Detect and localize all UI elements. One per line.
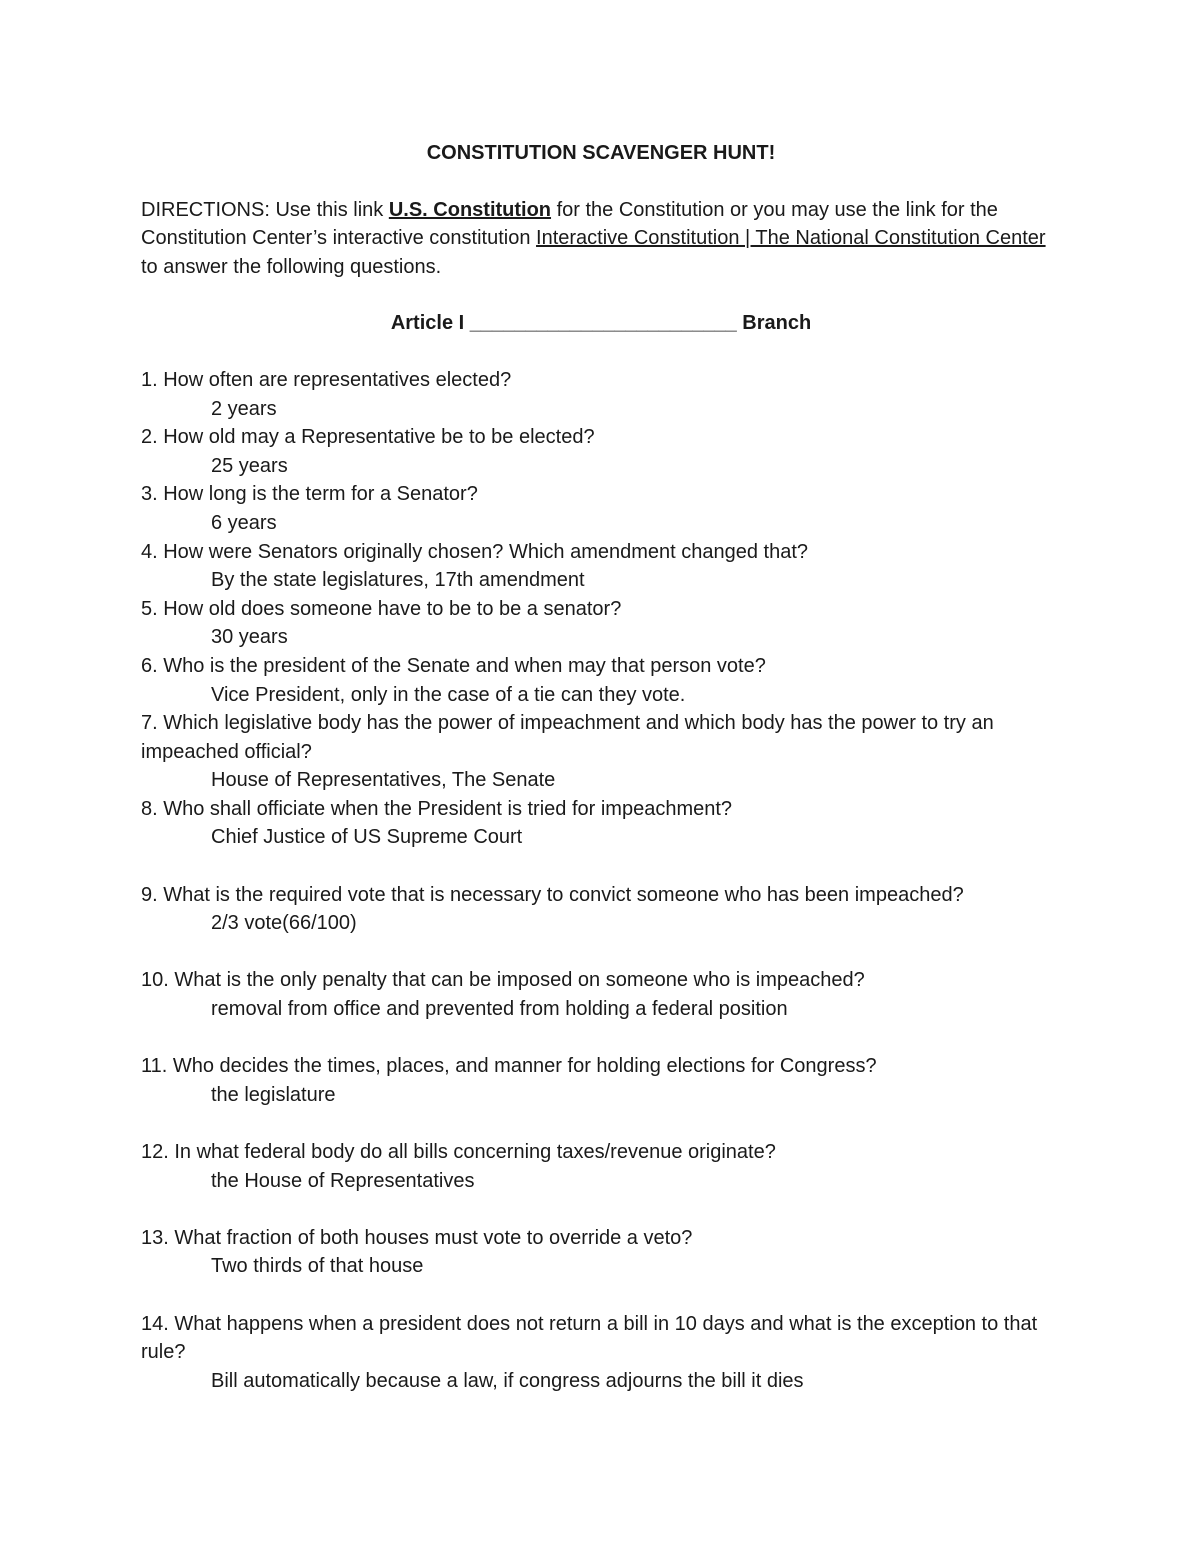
interactive-constitution-link[interactable]: Interactive Constitution | The National Constitution Center bbox=[536, 227, 1046, 250]
answer-text: Two thirds of that house bbox=[211, 1255, 424, 1278]
qa-item-9 bbox=[141, 881, 1061, 938]
question-text: 4. How were Senators originally chosen? Which amendment changed that? bbox=[141, 540, 809, 563]
question-text: 14. What happens when a president does not return a bill in 10 days and what is the exception to that rule? bbox=[141, 1312, 1038, 1364]
question-text: 13. What fraction of both houses must vote to override a veto? bbox=[141, 1226, 693, 1249]
question-text: 9. What is the required vote that is necessary to convict someone who has been impeached? bbox=[141, 883, 964, 906]
directions-suffix: to answer the following questions. bbox=[141, 255, 442, 278]
question-text: 12. In what federal body do all bills concerning taxes/revenue originate? bbox=[141, 1141, 776, 1163]
document-title: CONSTITUTION SCAVENGER HUNT! bbox=[426, 142, 776, 164]
question-text: 1. How often are representatives elected? bbox=[141, 368, 512, 391]
section-heading: Article I ________________________ Branch bbox=[390, 312, 812, 335]
answer-text: 2 years bbox=[211, 397, 277, 420]
answer-text: House of Representatives, The Senate bbox=[211, 769, 556, 792]
question-text: 7. Which legislative body has the power of impeachment and which body has the power to try an impeached official? bbox=[141, 712, 994, 763]
qa-item-7 bbox=[141, 709, 1061, 795]
qa-item-5 bbox=[141, 595, 1061, 652]
answer-text: Bill automatically because a law, if congress adjourns the bill it dies bbox=[211, 1369, 804, 1392]
qa-item-13 bbox=[141, 1224, 1061, 1281]
spacer bbox=[141, 1195, 1061, 1224]
qa-item-12 bbox=[141, 1138, 1061, 1195]
answer-text: Vice President, only in the case of a tie can they vote. bbox=[211, 683, 686, 706]
qa-item-14 bbox=[141, 1310, 1061, 1396]
question-text: 2. How old may a Representative be to be elected? bbox=[141, 426, 595, 449]
question-text: 10. What is the only penalty that can be imposed on someone who is impeached? bbox=[141, 969, 865, 992]
answer-text: Chief Justice of US Supreme Court bbox=[211, 826, 523, 849]
question-text: 5. How old does someone have to be to be a senator? bbox=[141, 597, 622, 620]
qa-item-4 bbox=[141, 538, 1061, 595]
answer-text: 6 years bbox=[211, 511, 277, 534]
directions-prefix: DIRECTIONS: Use this link bbox=[141, 198, 389, 221]
directions-paragraph bbox=[141, 196, 1061, 282]
us-constitution-link[interactable]: U.S. Constitution bbox=[388, 198, 552, 221]
qa-item-2 bbox=[141, 423, 1061, 480]
question-text: 3. How long is the term for a Senator? bbox=[141, 483, 478, 506]
spacer bbox=[141, 1281, 1061, 1310]
answer-text: removal from office and prevented from holding a federal position bbox=[211, 998, 788, 1021]
answer-text: By the state legislatures, 17th amendment bbox=[211, 569, 585, 592]
question-text: 8. Who shall officiate when the President is tried for impeachment? bbox=[141, 797, 733, 820]
answer-text: the House of Representatives bbox=[211, 1169, 475, 1192]
spacer bbox=[141, 1109, 1061, 1138]
question-list bbox=[141, 366, 1061, 1395]
answer-text: 2/3 vote(66/100) bbox=[211, 912, 357, 935]
qa-item-6 bbox=[141, 652, 1061, 709]
spacer bbox=[141, 938, 1061, 967]
question-text: 6. Who is the president of the Senate and when may that person vote? bbox=[141, 654, 766, 677]
spacer bbox=[141, 852, 1061, 881]
document-page bbox=[141, 139, 1061, 1395]
qa-item-10 bbox=[141, 966, 1061, 1023]
question-text: 11. Who decides the times, places, and manner for holding elections for Congress? bbox=[141, 1055, 877, 1078]
spacer bbox=[141, 1024, 1061, 1053]
answer-text: 25 years bbox=[211, 454, 288, 477]
qa-item-11 bbox=[141, 1052, 1061, 1109]
directions-middle: for the Constitution or you may use the link for the Constitution Center’s interactive constitution bbox=[141, 198, 998, 250]
answer-text: the legislature bbox=[211, 1083, 336, 1106]
answer-text: 30 years bbox=[211, 626, 288, 649]
qa-item-3 bbox=[141, 480, 1061, 537]
qa-item-1 bbox=[141, 366, 1061, 423]
qa-item-8 bbox=[141, 795, 1061, 852]
